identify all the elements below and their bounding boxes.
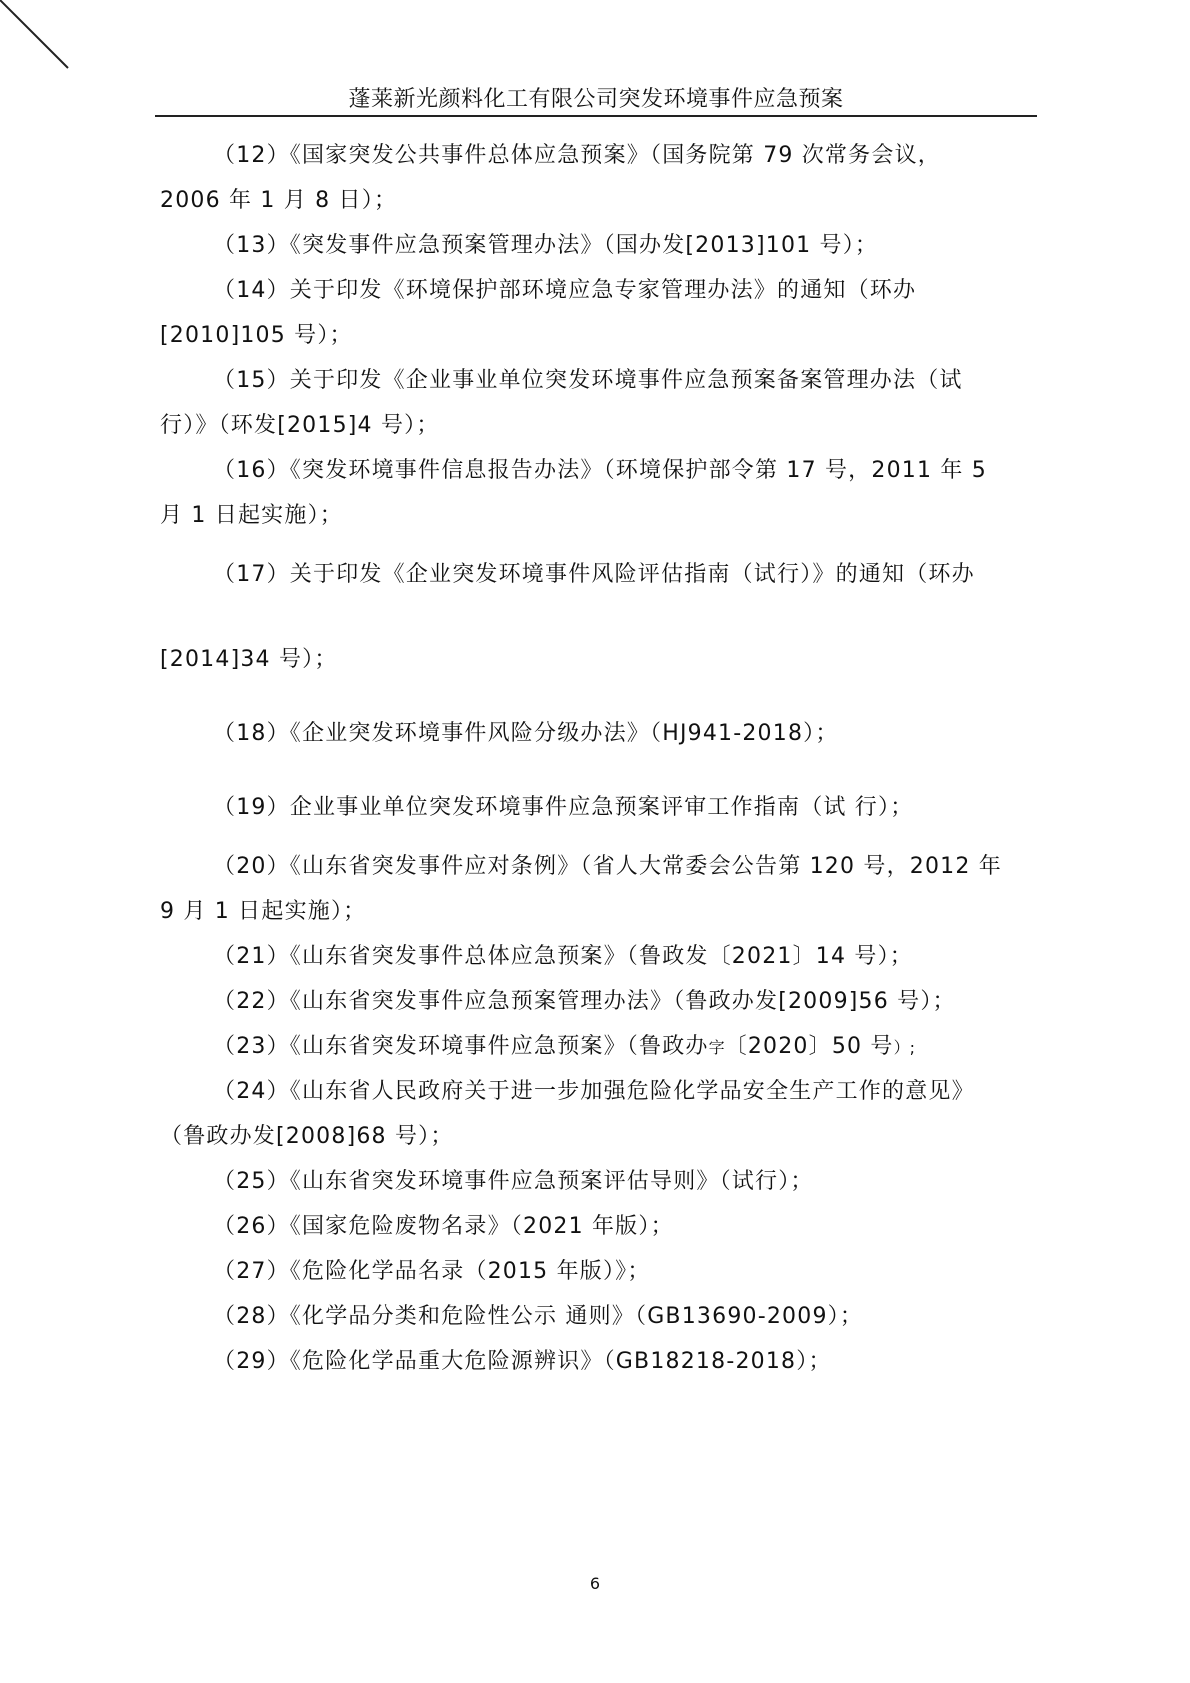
text-line: （28）《化学品分类和危险性公示 通则》（GB13690-2009）； [213, 1304, 864, 1329]
text-line: （18）《企业突发环境事件风险分级办法》（HJ941-2018）； [213, 721, 839, 746]
text-line: [2014]34 号）； [160, 647, 338, 672]
text-line-small-end: ）; [893, 1038, 916, 1057]
text-line-tail: 〔2020〕50 号 [724, 1034, 894, 1059]
page-header-title: 蓬莱新光颜料化工有限公司突发环境事件应急预案 [348, 87, 844, 112]
text-line-main: （23）《山东省突发环境事件应急预案》（鲁政办 [213, 1034, 709, 1059]
text-line: 月 1 日起实施）； [160, 503, 343, 528]
text-line: （21）《山东省突发事件总体应急预案》（鲁政发〔2021〕14 号）； [213, 944, 913, 969]
text-line: （14）关于印发《环境保护部环境应急专家管理办法》的通知（环办 [213, 278, 917, 303]
text-line: （22）《山东省突发事件应急预案管理办法》（鲁政办发[2009]56 号）； [213, 989, 956, 1014]
text-line: 2006 年 1 月 8 日）； [160, 188, 398, 213]
corner-crop-mark [0, 0, 80, 80]
text-line: （25）《山东省突发环境事件应急预案评估导则》（试行）； [213, 1169, 814, 1194]
text-line: （鲁政办发[2008]68 号）； [160, 1124, 454, 1149]
text-line: [2010]105 号）； [160, 323, 353, 348]
text-line [213, 1032, 915, 1063]
text-line: （15）关于印发《企业事业单位突发环境事件应急预案备案管理办法（试 [213, 368, 963, 393]
text-line-small-char: 字 [708, 1038, 725, 1057]
page-number: 6 [589, 1574, 601, 1593]
text-line: 行）》（环发[2015]4 号）； [160, 413, 440, 438]
text-line: 9 月 1 日起实施）； [160, 899, 367, 924]
text-line: （16）《突发环境事件信息报告办法》（环境保护部令第 17 号，2011 年 5 [213, 458, 987, 483]
text-line: （17）关于印发《企业突发环境事件风险评估指南（试行）》的通知（环办 [213, 562, 975, 587]
text-line: （12）《国家突发公共事件总体应急预案》（国务院第 79 次常务会议， [213, 143, 941, 168]
text-line: （13）《突发事件应急预案管理办法》（国办发[2013]101 号）； [213, 233, 879, 258]
text-line: （20）《山东省突发事件应对条例》（省人大常委会公告第 120 号，2012 年 [213, 854, 1002, 879]
text-line: （19）企业事业单位突发环境事件应急预案评审工作指南（试 行）； [213, 795, 914, 820]
text-line: （29）《危险化学品重大危险源辨识》（GB18218-2018）； [213, 1349, 832, 1374]
text-line: （27）《危险化学品名录（2015 年版）》； [213, 1259, 651, 1284]
header-rule [155, 115, 1037, 117]
text-line: （24）《山东省人民政府关于进一步加强危险化学品安全生产工作的意见》 [213, 1079, 975, 1104]
text-line: （26）《国家危险废物名录》（2021 年版）； [213, 1214, 674, 1239]
